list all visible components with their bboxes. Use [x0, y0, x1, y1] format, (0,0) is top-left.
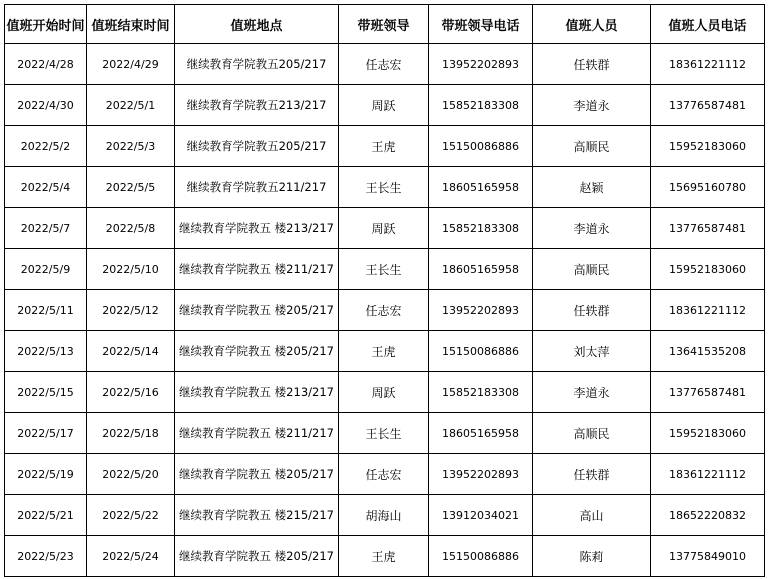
table-row	[5, 167, 765, 208]
staff-cell: 李道永	[533, 208, 651, 249]
leader-cell: 胡海山	[339, 495, 429, 536]
staff-phone-cell: 15952183060	[651, 126, 765, 167]
staff-cell: 高顺民	[533, 126, 651, 167]
table-row	[5, 536, 765, 577]
start-time-cell: 2022/5/7	[5, 208, 87, 249]
table-row	[5, 44, 765, 85]
duty-schedule-table	[4, 4, 765, 577]
table-header-row	[5, 5, 765, 44]
table-row	[5, 290, 765, 331]
staff-cell: 任轶群	[533, 290, 651, 331]
leader-cell: 周跃	[339, 85, 429, 126]
header-leader: 带班领导	[339, 5, 429, 44]
leader-cell: 任志宏	[339, 44, 429, 85]
leader-phone-cell: 15150086886	[429, 536, 533, 577]
location-cell: 继续教育学院教五 楼205/217	[175, 536, 339, 577]
table-row	[5, 413, 765, 454]
header-staff: 值班人员	[533, 5, 651, 44]
start-time-cell: 2022/5/11	[5, 290, 87, 331]
start-time-cell: 2022/4/30	[5, 85, 87, 126]
end-time-cell: 2022/4/29	[87, 44, 175, 85]
leader-phone-cell: 13952202893	[429, 44, 533, 85]
staff-phone-cell: 18361221112	[651, 454, 765, 495]
location-cell: 继续教育学院教五211/217	[175, 167, 339, 208]
table-row	[5, 454, 765, 495]
staff-cell: 高山	[533, 495, 651, 536]
start-time-cell: 2022/5/23	[5, 536, 87, 577]
location-cell: 继续教育学院教五 楼213/217	[175, 208, 339, 249]
staff-cell: 高顺民	[533, 413, 651, 454]
staff-cell: 任轶群	[533, 44, 651, 85]
start-time-cell: 2022/4/28	[5, 44, 87, 85]
staff-cell: 李道永	[533, 85, 651, 126]
leader-phone-cell: 13952202893	[429, 290, 533, 331]
end-time-cell: 2022/5/8	[87, 208, 175, 249]
leader-cell: 王虎	[339, 331, 429, 372]
table-row	[5, 331, 765, 372]
staff-phone-cell: 15952183060	[651, 249, 765, 290]
staff-phone-cell: 13776587481	[651, 85, 765, 126]
location-cell: 继续教育学院教五 楼205/217	[175, 454, 339, 495]
location-cell: 继续教育学院教五 楼211/217	[175, 413, 339, 454]
staff-phone-cell: 15952183060	[651, 413, 765, 454]
start-time-cell: 2022/5/19	[5, 454, 87, 495]
end-time-cell: 2022/5/10	[87, 249, 175, 290]
table-row	[5, 85, 765, 126]
header-end-time: 值班结束时间	[87, 5, 175, 44]
leader-cell: 周跃	[339, 208, 429, 249]
staff-phone-cell: 18361221112	[651, 290, 765, 331]
location-cell: 继续教育学院教五 楼211/217	[175, 249, 339, 290]
leader-cell: 王虎	[339, 126, 429, 167]
end-time-cell: 2022/5/22	[87, 495, 175, 536]
location-cell: 继续教育学院教五 楼205/217	[175, 290, 339, 331]
leader-cell: 周跃	[339, 372, 429, 413]
table-row	[5, 495, 765, 536]
staff-cell: 李道永	[533, 372, 651, 413]
staff-phone-cell: 18652220832	[651, 495, 765, 536]
staff-cell: 高顺民	[533, 249, 651, 290]
leader-cell: 王长生	[339, 413, 429, 454]
end-time-cell: 2022/5/14	[87, 331, 175, 372]
start-time-cell: 2022/5/4	[5, 167, 87, 208]
staff-cell: 任轶群	[533, 454, 651, 495]
leader-phone-cell: 13952202893	[429, 454, 533, 495]
leader-phone-cell: 18605165958	[429, 249, 533, 290]
staff-phone-cell: 13641535208	[651, 331, 765, 372]
staff-phone-cell: 13776587481	[651, 372, 765, 413]
end-time-cell: 2022/5/3	[87, 126, 175, 167]
end-time-cell: 2022/5/24	[87, 536, 175, 577]
start-time-cell: 2022/5/13	[5, 331, 87, 372]
leader-cell: 王长生	[339, 249, 429, 290]
leader-phone-cell: 18605165958	[429, 167, 533, 208]
end-time-cell: 2022/5/16	[87, 372, 175, 413]
leader-phone-cell: 18605165958	[429, 413, 533, 454]
staff-phone-cell: 18361221112	[651, 44, 765, 85]
table-row	[5, 208, 765, 249]
leader-phone-cell: 15150086886	[429, 331, 533, 372]
start-time-cell: 2022/5/17	[5, 413, 87, 454]
table-row	[5, 249, 765, 290]
leader-cell: 任志宏	[339, 454, 429, 495]
header-staff-phone: 值班人员电话	[651, 5, 765, 44]
start-time-cell: 2022/5/15	[5, 372, 87, 413]
location-cell: 继续教育学院教五213/217	[175, 85, 339, 126]
staff-phone-cell: 15695160780	[651, 167, 765, 208]
leader-phone-cell: 13912034021	[429, 495, 533, 536]
start-time-cell: 2022/5/2	[5, 126, 87, 167]
staff-cell: 赵颖	[533, 167, 651, 208]
leader-phone-cell: 15852183308	[429, 85, 533, 126]
leader-phone-cell: 15150086886	[429, 126, 533, 167]
end-time-cell: 2022/5/5	[87, 167, 175, 208]
table-row	[5, 126, 765, 167]
leader-phone-cell: 15852183308	[429, 208, 533, 249]
staff-cell: 刘太萍	[533, 331, 651, 372]
header-location: 值班地点	[175, 5, 339, 44]
staff-phone-cell: 13776587481	[651, 208, 765, 249]
end-time-cell: 2022/5/1	[87, 85, 175, 126]
location-cell: 继续教育学院教五205/217	[175, 126, 339, 167]
end-time-cell: 2022/5/12	[87, 290, 175, 331]
location-cell: 继续教育学院教五 楼215/217	[175, 495, 339, 536]
end-time-cell: 2022/5/18	[87, 413, 175, 454]
end-time-cell: 2022/5/20	[87, 454, 175, 495]
header-start-time: 值班开始时间	[5, 5, 87, 44]
start-time-cell: 2022/5/9	[5, 249, 87, 290]
location-cell: 继续教育学院教五 楼205/217	[175, 331, 339, 372]
start-time-cell: 2022/5/21	[5, 495, 87, 536]
header-leader-phone: 带班领导电话	[429, 5, 533, 44]
location-cell: 继续教育学院教五 楼213/217	[175, 372, 339, 413]
leader-phone-cell: 15852183308	[429, 372, 533, 413]
leader-cell: 王虎	[339, 536, 429, 577]
staff-cell: 陈莉	[533, 536, 651, 577]
leader-cell: 王长生	[339, 167, 429, 208]
location-cell: 继续教育学院教五205/217	[175, 44, 339, 85]
table-row	[5, 372, 765, 413]
staff-phone-cell: 13775849010	[651, 536, 765, 577]
leader-cell: 任志宏	[339, 290, 429, 331]
